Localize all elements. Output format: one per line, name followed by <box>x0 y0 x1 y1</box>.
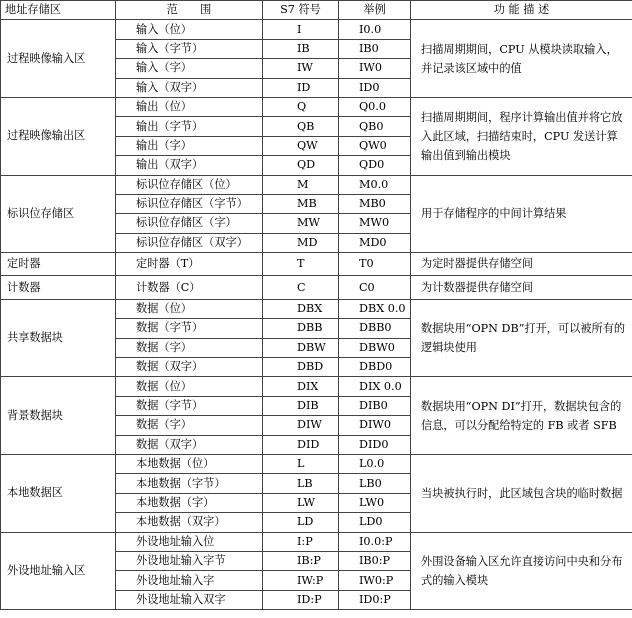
symbol-cell: LW <box>263 493 339 512</box>
description-cell: 用于存储程序的中间计算结果 <box>411 175 632 253</box>
symbol-cell: DIX <box>263 377 339 396</box>
example-cell: I0.0 <box>339 20 411 39</box>
description-cell: 数据块用“OPN DI”打开，数据块包含的信息，可以分配给特定的 FB 或者 SFB <box>411 377 632 455</box>
description-cell: 外围设备输入区允许直接访问中央和分布式的输入模块 <box>411 532 632 610</box>
range-cell: 本地数据（字） <box>116 493 263 512</box>
range-cell: 本地数据（双字） <box>116 513 263 532</box>
example-cell: LB0 <box>339 474 411 493</box>
example-cell: I0.0:P <box>339 532 411 551</box>
range-cell: 数据（位） <box>116 299 263 318</box>
description-cell: 当块被执行时，此区域包含块的临时数据 <box>411 454 632 532</box>
symbol-cell: C <box>263 276 339 299</box>
range-cell: 标识位存储区（字节） <box>116 194 263 213</box>
symbol-cell: DBD <box>263 358 339 377</box>
area-name-cell: 标识位存储区 <box>1 175 116 253</box>
symbol-cell: I <box>263 20 339 39</box>
symbol-cell: DBW <box>263 338 339 357</box>
range-cell: 外设地址输入位 <box>116 532 263 551</box>
symbol-cell: QB <box>263 117 339 136</box>
table-row <box>1 299 632 318</box>
range-cell: 数据（双字） <box>116 435 263 454</box>
header-range: 范 围 <box>116 1 263 20</box>
symbol-cell: LB <box>263 474 339 493</box>
description-cell: 数据块用“OPN DB”打开，可以被所有的逻辑块使用 <box>411 299 632 377</box>
symbol-cell: IB <box>263 39 339 58</box>
range-cell: 标识位存储区（双字） <box>116 233 263 252</box>
example-cell: DIW0 <box>339 416 411 435</box>
example-cell: QW0 <box>339 136 411 155</box>
example-cell: DIX 0.0 <box>339 377 411 396</box>
symbol-cell: I:P <box>263 532 339 551</box>
example-cell: C0 <box>339 276 411 299</box>
example-cell: T0 <box>339 253 411 276</box>
symbol-cell: DBB <box>263 319 339 338</box>
symbol-cell: MD <box>263 233 339 252</box>
example-cell: L0.0 <box>339 454 411 473</box>
range-cell: 数据（位） <box>116 377 263 396</box>
symbol-cell: Q <box>263 97 339 116</box>
description-cell: 扫描周期期间，CPU 从模块读取输入，并记录该区域中的值 <box>411 20 632 98</box>
example-cell: IW0 <box>339 59 411 78</box>
range-cell: 外设地址输入字 <box>116 571 263 590</box>
range-cell: 输入（字） <box>116 59 263 78</box>
table-row <box>1 532 632 551</box>
range-cell: 计数器（C） <box>116 276 263 299</box>
range-cell: 数据（字） <box>116 416 263 435</box>
example-cell: MB0 <box>339 194 411 213</box>
range-cell: 本地数据（字节） <box>116 474 263 493</box>
example-cell: DBW0 <box>339 338 411 357</box>
range-cell: 输出（字） <box>116 136 263 155</box>
range-cell: 数据（字节） <box>116 319 263 338</box>
symbol-cell: IB:P <box>263 551 339 570</box>
range-cell: 外设地址输入双字 <box>116 590 263 609</box>
range-cell: 标识位存储区（位） <box>116 175 263 194</box>
example-cell: IB0 <box>339 39 411 58</box>
table-row <box>1 175 632 194</box>
range-cell: 输出（位） <box>116 97 263 116</box>
example-cell: DBD0 <box>339 358 411 377</box>
header-description: 功 能 描 述 <box>411 1 632 20</box>
area-name-cell: 计数器 <box>1 276 116 299</box>
range-cell: 输出（双字） <box>116 156 263 175</box>
symbol-cell: DIW <box>263 416 339 435</box>
area-name-cell: 外设地址输入区 <box>1 532 116 610</box>
example-cell: M0.0 <box>339 175 411 194</box>
table-row <box>1 253 632 276</box>
symbol-cell: QW <box>263 136 339 155</box>
example-cell: MW0 <box>339 214 411 233</box>
example-cell: LD0 <box>339 513 411 532</box>
range-cell: 输入（位） <box>116 20 263 39</box>
area-name-cell: 共享数据块 <box>1 299 116 377</box>
area-name-cell: 过程映像输入区 <box>1 20 116 98</box>
symbol-cell: MW <box>263 214 339 233</box>
table-row <box>1 20 632 39</box>
example-cell: MD0 <box>339 233 411 252</box>
table-row <box>1 276 632 299</box>
example-cell: DBB0 <box>339 319 411 338</box>
example-cell: Q0.0 <box>339 97 411 116</box>
range-cell: 外设地址输入字节 <box>116 551 263 570</box>
description-cell: 为定时器提供存储空间 <box>411 253 632 276</box>
range-cell: 输入（双字） <box>116 78 263 97</box>
symbol-cell: L <box>263 454 339 473</box>
example-cell: LW0 <box>339 493 411 512</box>
area-name-cell: 背景数据块 <box>1 377 116 455</box>
header-symbol: S7 符号 <box>263 1 339 20</box>
symbol-cell: LD <box>263 513 339 532</box>
symbol-cell: T <box>263 253 339 276</box>
header-example: 举例 <box>339 1 411 20</box>
table-row <box>1 377 632 396</box>
table-header-row <box>1 1 632 20</box>
table-body <box>1 20 632 610</box>
area-name-cell: 过程映像输出区 <box>1 97 116 175</box>
table-row <box>1 97 632 116</box>
range-cell: 数据（双字） <box>116 358 263 377</box>
range-cell: 输入（字节） <box>116 39 263 58</box>
range-cell: 数据（字节） <box>116 396 263 415</box>
symbol-cell: IW:P <box>263 571 339 590</box>
symbol-cell: DBX <box>263 299 339 318</box>
range-cell: 数据（字） <box>116 338 263 357</box>
example-cell: ID0:P <box>339 590 411 609</box>
range-cell: 定时器（T） <box>116 253 263 276</box>
symbol-cell: DIB <box>263 396 339 415</box>
symbol-cell: QD <box>263 156 339 175</box>
example-cell: QD0 <box>339 156 411 175</box>
symbol-cell: ID <box>263 78 339 97</box>
range-cell: 标识位存储区（字） <box>116 214 263 233</box>
example-cell: DID0 <box>339 435 411 454</box>
symbol-cell: DID <box>263 435 339 454</box>
example-cell: DIB0 <box>339 396 411 415</box>
example-cell: IW0:P <box>339 571 411 590</box>
symbol-cell: M <box>263 175 339 194</box>
symbol-cell: IW <box>263 59 339 78</box>
range-cell: 输出（字节） <box>116 117 263 136</box>
description-cell: 为计数器提供存储空间 <box>411 276 632 299</box>
range-cell: 本地数据（位） <box>116 454 263 473</box>
example-cell: IB0:P <box>339 551 411 570</box>
table-row <box>1 454 632 473</box>
symbol-cell: ID:P <box>263 590 339 609</box>
example-cell: ID0 <box>339 78 411 97</box>
description-cell: 扫描周期期间，程序计算输出值并将它放入此区域，扫描结束时，CPU 发送计算输出值到输出模块 <box>411 97 632 175</box>
symbol-cell: MB <box>263 194 339 213</box>
example-cell: QB0 <box>339 117 411 136</box>
example-cell: DBX 0.0 <box>339 299 411 318</box>
area-name-cell: 本地数据区 <box>1 454 116 532</box>
header-area: 地址存储区 <box>1 1 116 20</box>
area-name-cell: 定时器 <box>1 253 116 276</box>
